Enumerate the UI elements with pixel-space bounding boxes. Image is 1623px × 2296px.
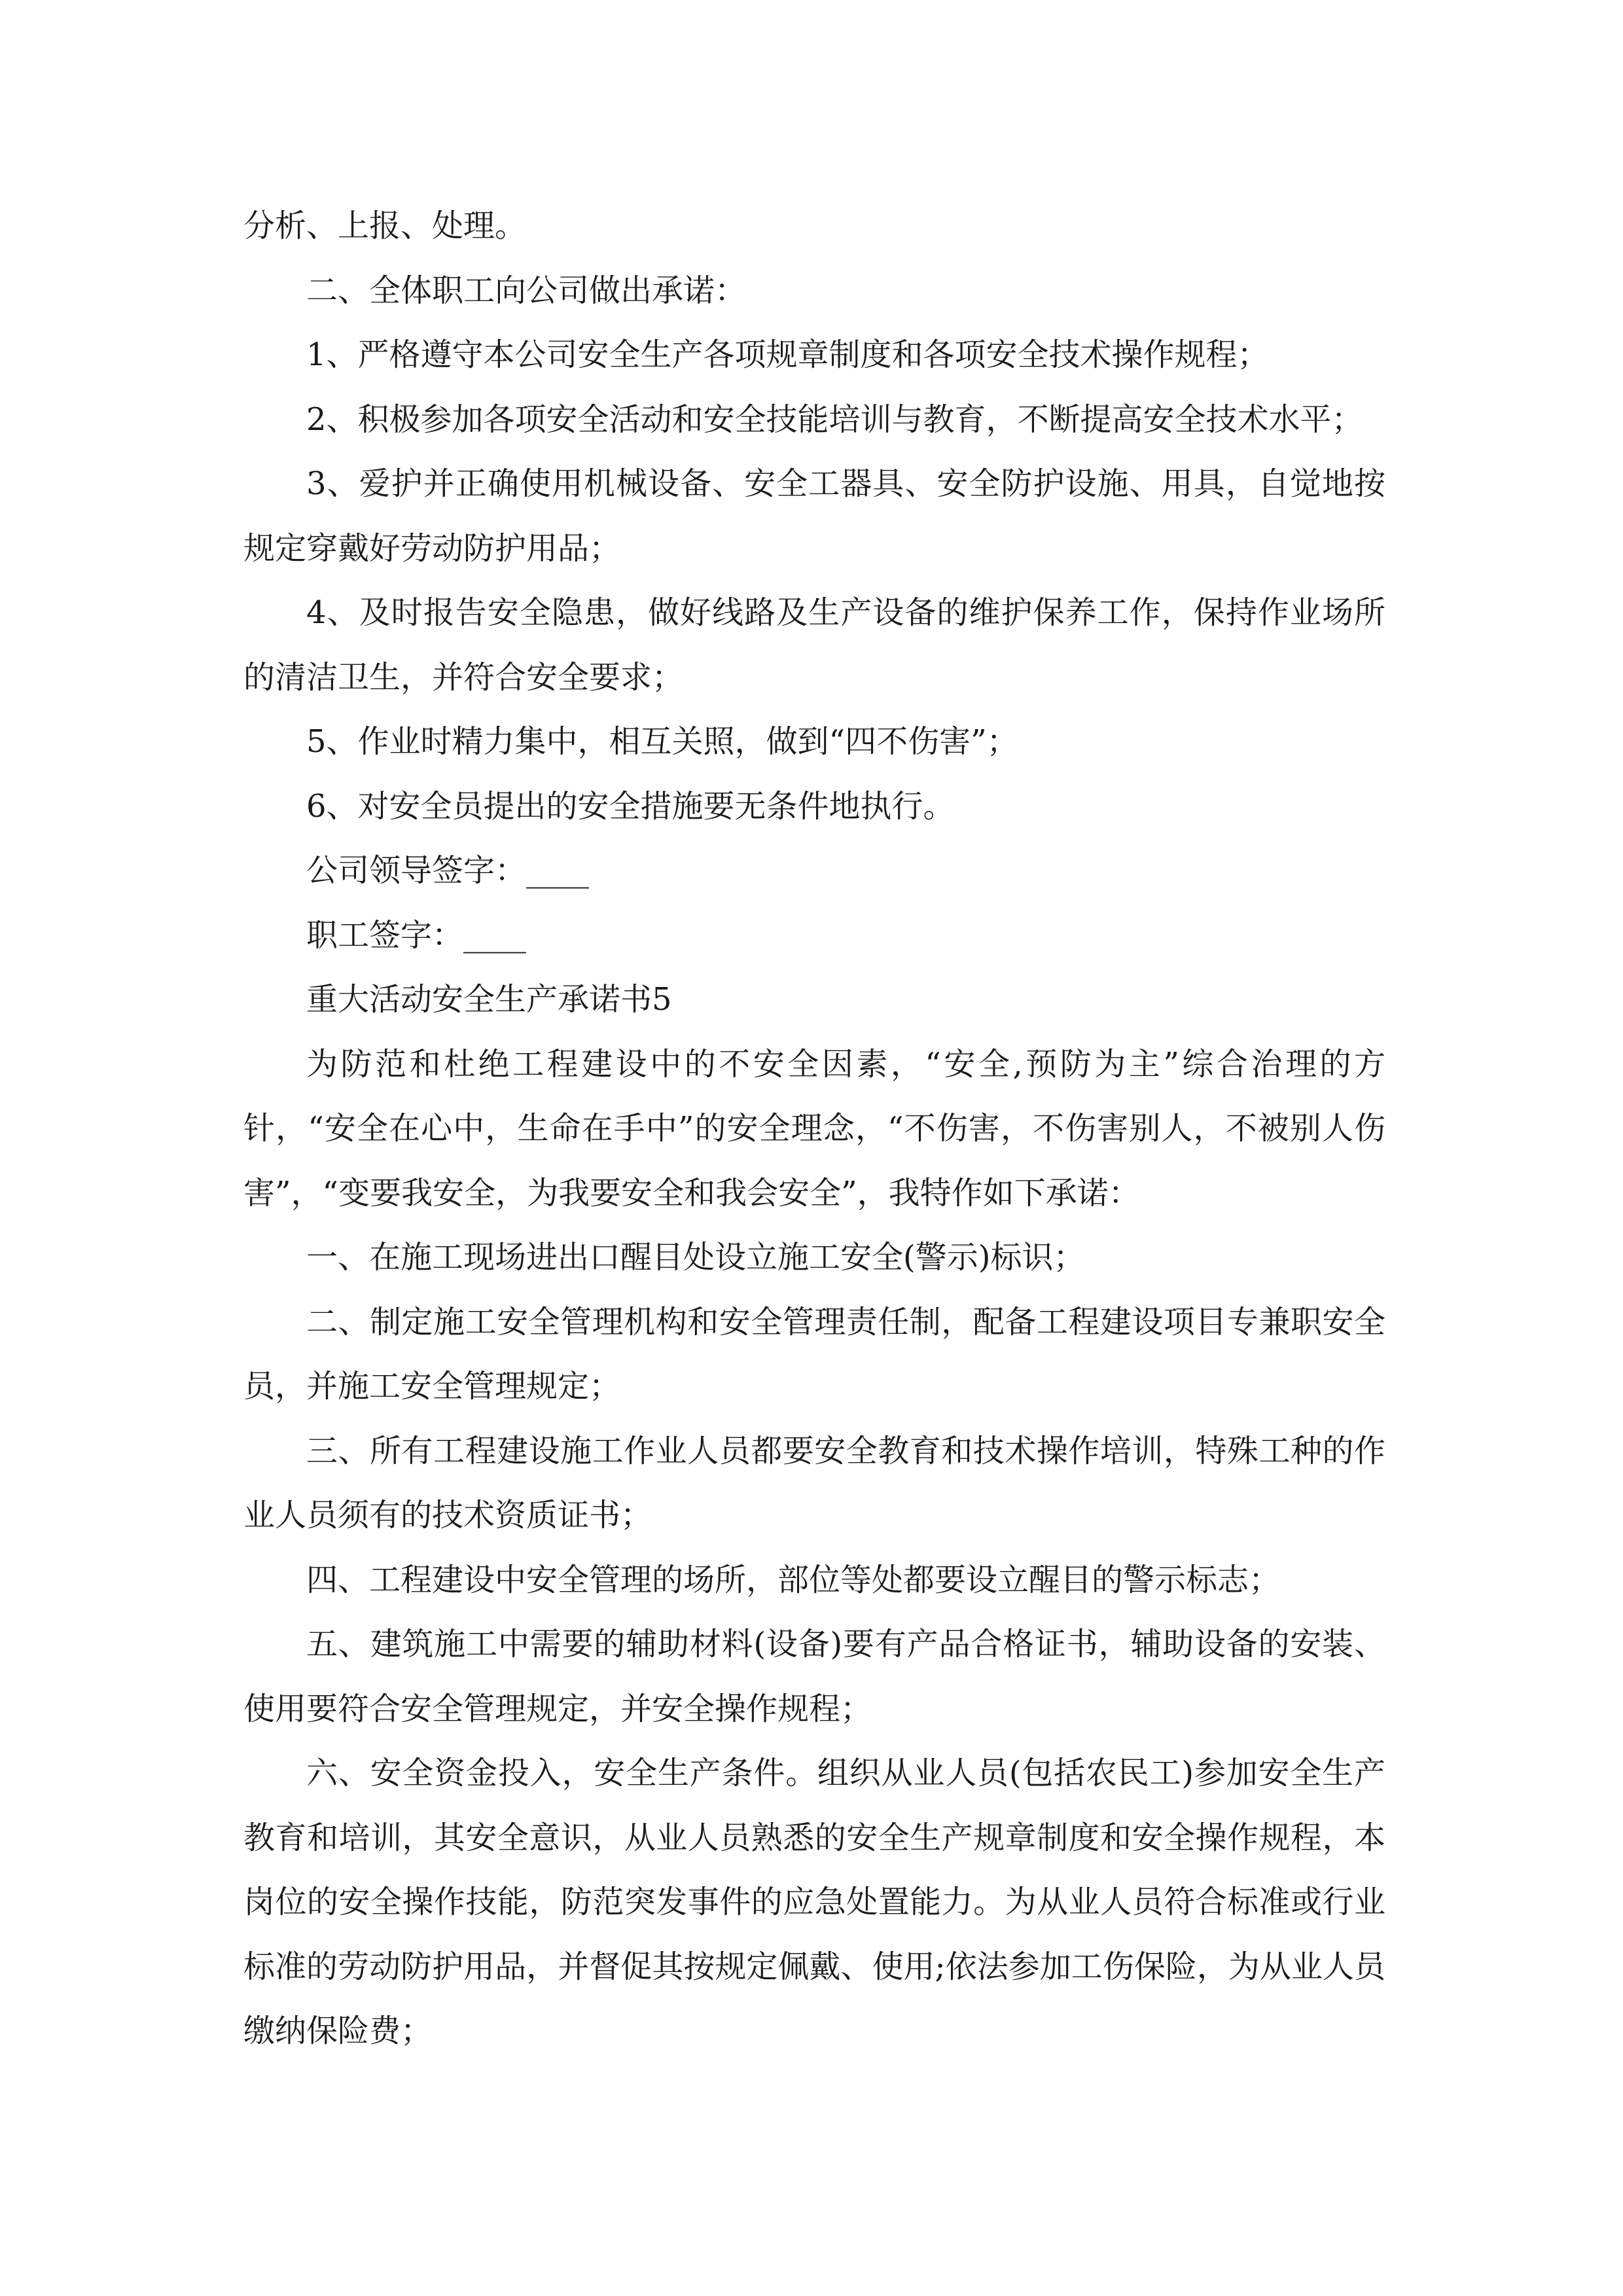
paragraph-item-1: 1、严格遵守本公司安全生产各项规章制度和各项安全技术操作规程； [306,336,1269,373]
document-body [243,194,1385,2064]
paragraph-section-two-heading: 二、全体职工向公司做出承诺： [306,272,747,309]
paragraph-commitment-6: 六、安全资金投入，安全生产条件。组织从业人员(包括农民工)参加安全生产教育和培训，其安全意识，从业人员熟悉的安全生产规章制度和安全操作规程，本岗位的安全操作技能，防范突发事件的应急处置能力。为从业人员符合标准或行业标准的劳动防护用品，并督促其按规定佩戴、使用;依法参加工伤保险，为从业人员缴纳保险费； [243,1755,1385,2049]
section-title: 重大活动安全生产承诺书5 [306,981,672,1018]
paragraph-continuation: 分析、上报、处理。 [243,207,527,244]
paragraph-commitment-2: 二、制定施工安全管理机构和安全管理责任制，配备工程建设项目专兼职安全员，并施工安全管理规定； [243,1303,1385,1405]
staff-signature-line: 职工签字：____ [306,916,527,954]
paragraph-commitment-1: 一、在施工现场进出口醒目处设立施工安全(警示)标识； [306,1239,1085,1276]
paragraph-commitment-5: 五、建筑施工中需要的辅助材料(设备)要有产品合格证书，辅助设备的安装、使用要符合安全管理规定，并安全操作规程； [243,1626,1385,1727]
paragraph-commitment-3: 三、所有工程建设施工作业人员都要安全教育和技术操作培训，特殊工种的作业人员须有的技术资质证书； [243,1432,1385,1534]
paragraph-intro: 为防范和杜绝工程建设中的不安全因素，“安全,预防为主”综合治理的方针，“安全在心中，生命在手中”的安全理念，“不伤害，不伤害别人，不被别人伤害”，“变要我安全，为我要安全和我会安全”，我特作如下承诺： [243,1045,1385,1211]
paragraph-item-3: 3、爱护并正确使用机械设备、安全工器具、安全防护设施、用具，自觉地按规定穿戴好劳动防护用品； [243,465,1385,567]
paragraph-item-2: 2、积极参加各项安全活动和安全技能培训与教育，不断提高安全技术水平； [306,401,1363,438]
leader-signature-line: 公司领导签字：____ [306,852,590,889]
paragraph-item-5: 5、作业时精力集中，相互关照，做到“四不伤害”； [306,723,1018,760]
paragraph-commitment-4: 四、工程建设中安全管理的场所，部位等处都要设立醒目的警示标志； [306,1561,1281,1598]
paragraph-item-6: 6、对安全员提出的安全措施要无条件地执行。 [306,787,955,825]
paragraph-item-4: 4、及时报告安全隐患，做好线路及生产设备的维护保养工作，保持作业场所的清洁卫生，并符合安全要求； [243,594,1385,696]
